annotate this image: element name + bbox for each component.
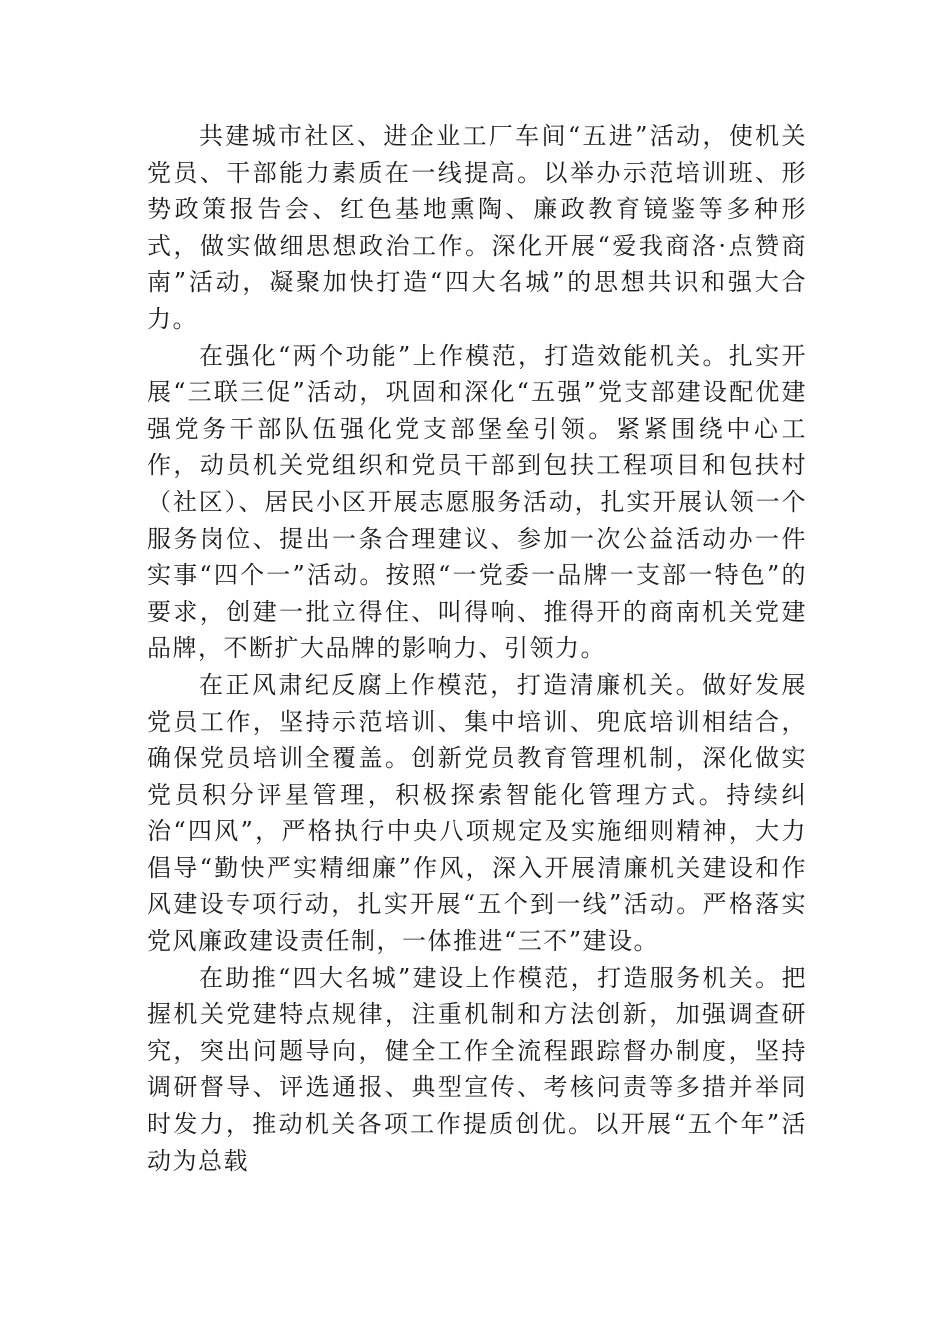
paragraph-continued: 共建城市社区、进企业工厂车间“五进”活动，使机关党员、干部能力素质在一线提高。以举办示范培训班、形势政策报告会、红色基地熏陶、廉政教育镜鉴等多种形式，做实做细思想政治工作。深化开展“爱我商洛·点赞商南”活动，凝聚加快打造“四大名城”的思想共识和强大合力。 <box>147 122 807 333</box>
paragraph-efficiency-organ: 在强化“两个功能”上作模范，打造效能机关。扎实开展“三联三促”活动，巩固和深化“五强”党支部建设配优建强党务干部队伍强化党支部堡垒引领。紧紧围绕中心工作，动员机关党组织和党员干部到包扶工程项目和包扶村（社区）、居民小区开展志愿服务活动，扎实开展认领一个服务岗位、提出一条合理建议、参加一次公益活动办一件实事“四个一”活动。按照“一党委一品牌一支部一特色”的要求，创建一批立得住、叫得响、推得开的商南机关党建品牌，不断扩大品牌的影响力、引领力。 <box>147 341 807 663</box>
paragraph-service-organ: 在助推“四大名城”建设上作模范，打造服务机关。把握机关党建特点规律，注重机制和方法创新，加强调查研究，突出问题导向，健全工作全流程跟踪督办制度，坚持调研督导、评选通报、典型宣传、考核问责等多措并举同时发力，推动机关各项工作提质创优。以开展“五个年”活动为总载 <box>147 963 807 1175</box>
body-text <box>147 118 807 1179</box>
paragraph-clean-organ: 在正风肃纪反腐上作模范，打造清廉机关。做好发展党员工作，坚持示范培训、集中培训、兜底培训相结合，确保党员培训全覆盖。创新党员教育管理机制，深化做实党员积分评星管理，积极探索智能化管理方式。持续纠治“四风”，严格执行中央八项规定及实施细则精神，大力倡导“勤快严实精细廉”作风，深入开展清廉机关建设和作风建设专项行动，扎实开展“五个到一线”活动。严格落实党风廉政建设责任制，一体推进“三不”建设。 <box>147 670 807 956</box>
